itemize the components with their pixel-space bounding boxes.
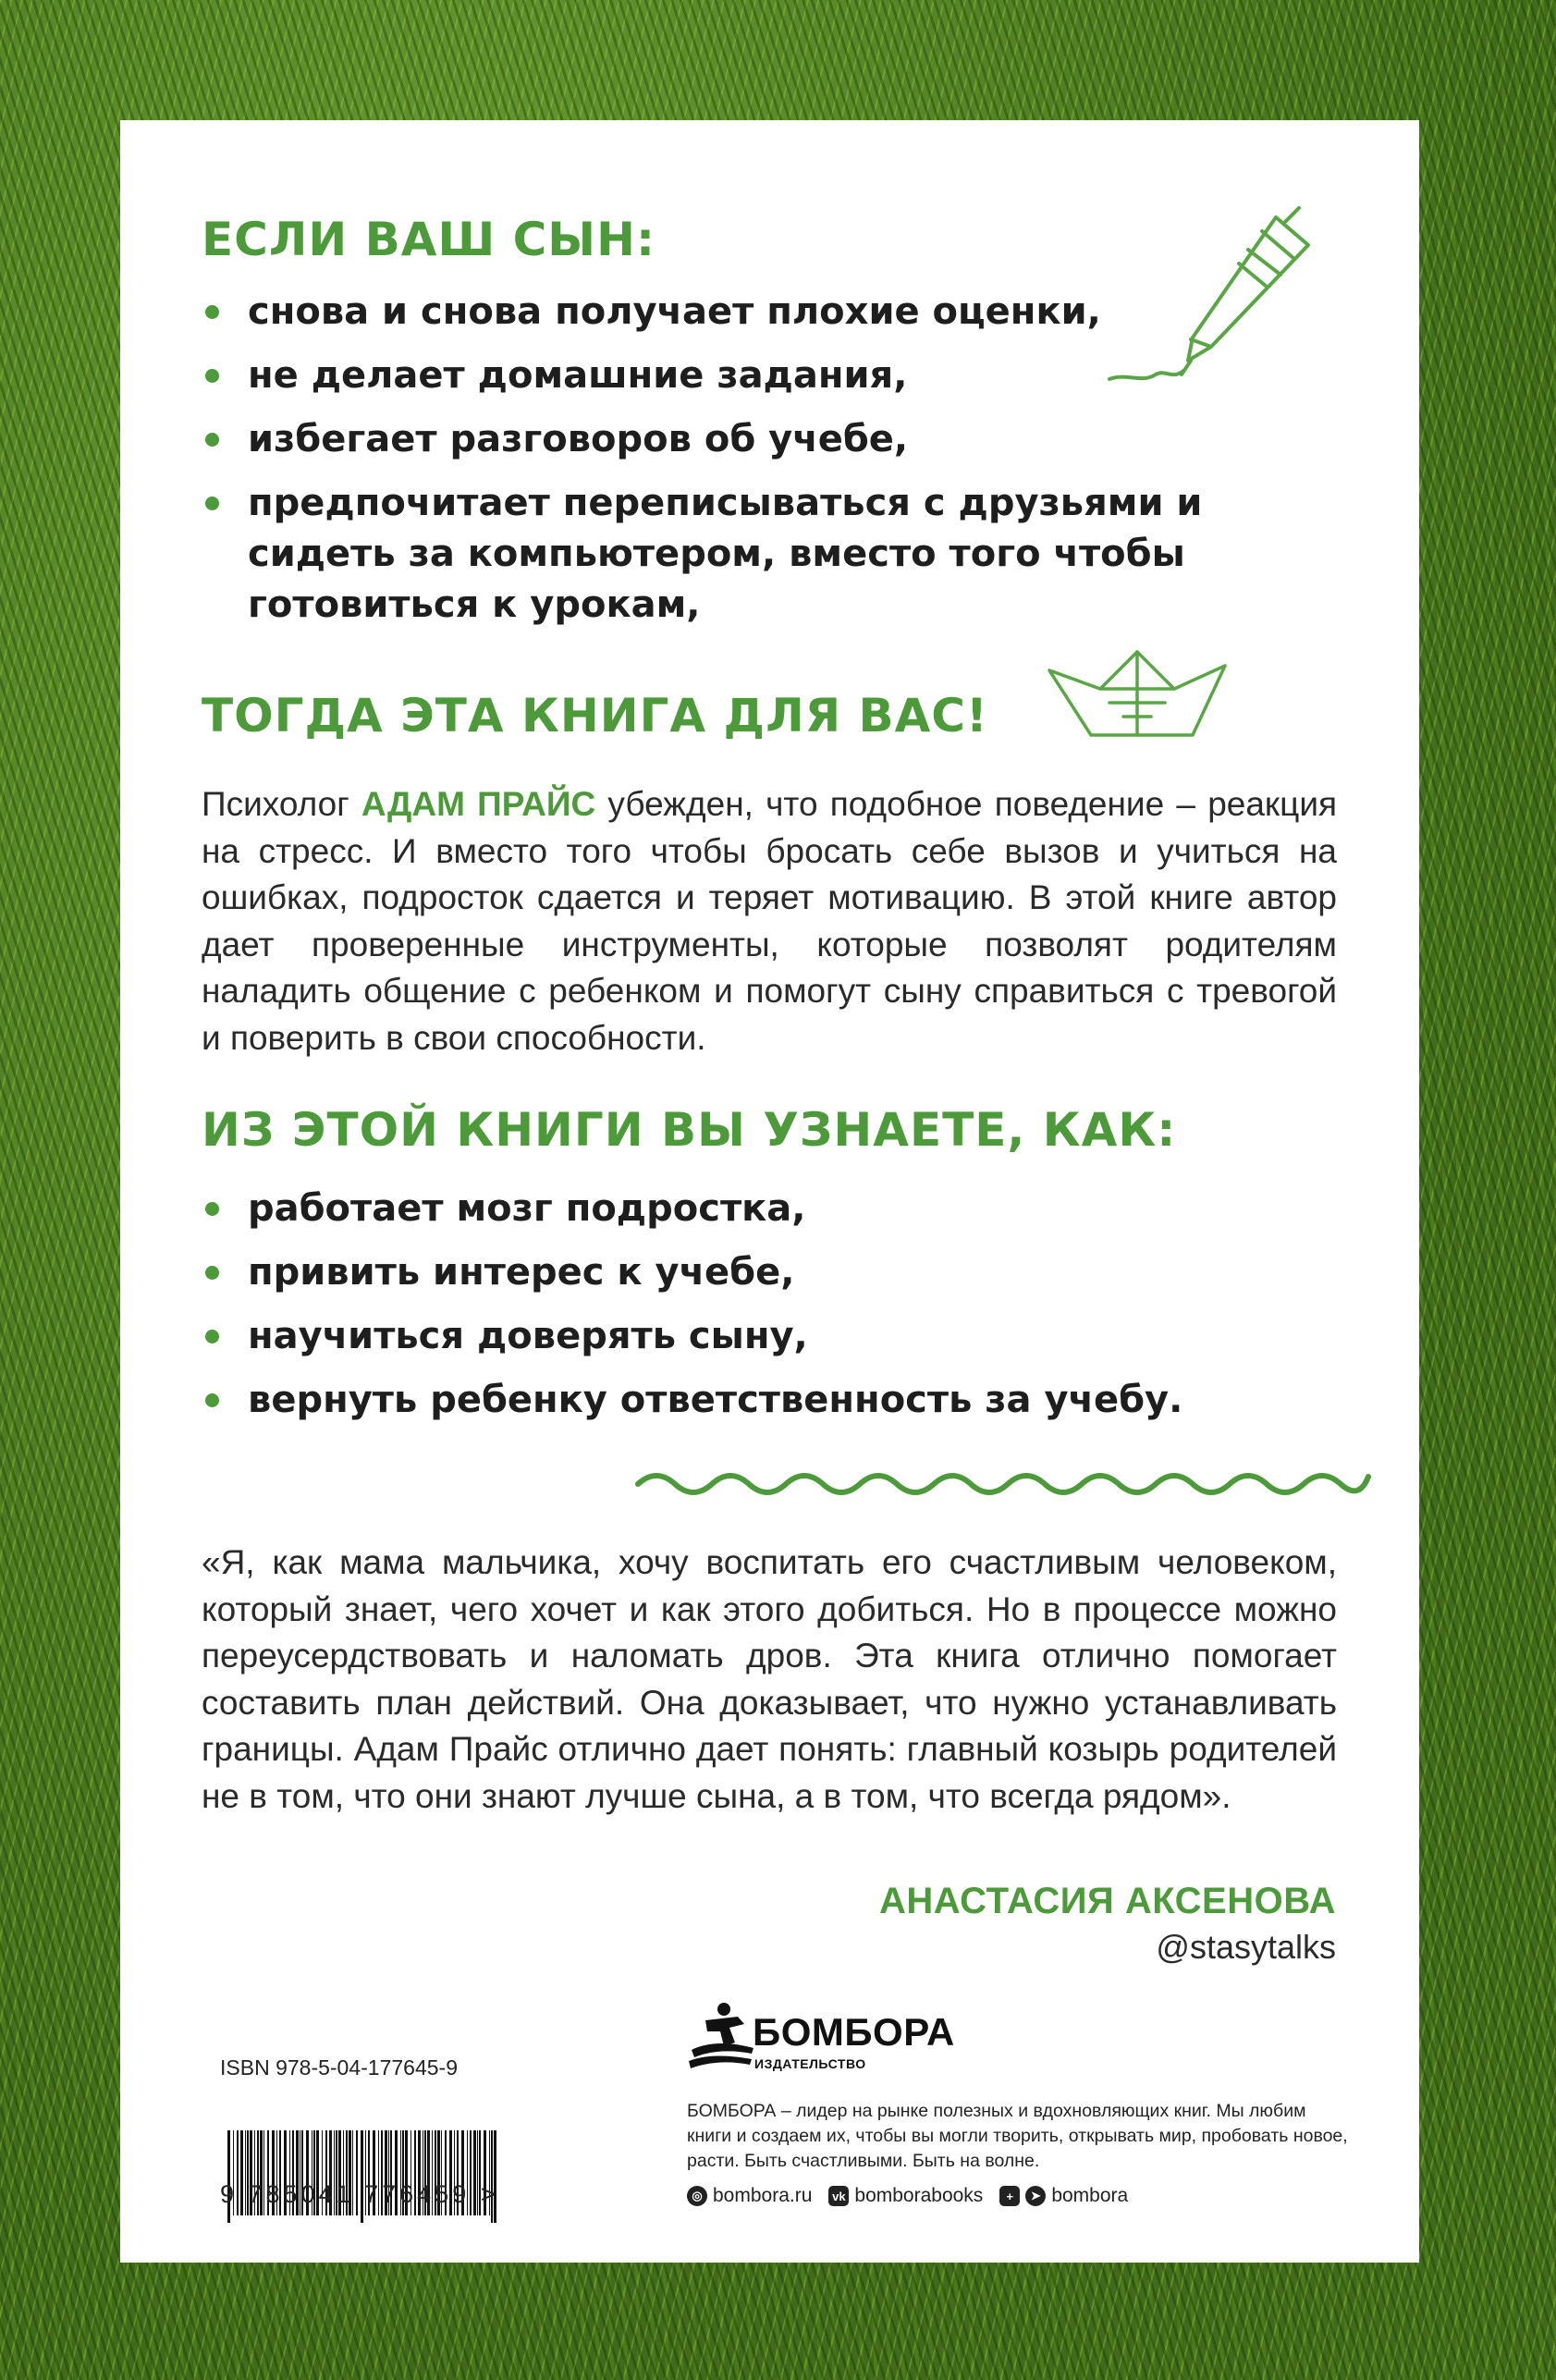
barcode-icon bbox=[220, 2084, 514, 2269]
bullet-dot-icon bbox=[205, 497, 219, 510]
social-telegram[interactable]: + ➤ bombora bbox=[999, 2185, 1128, 2207]
paper-boat-icon bbox=[1045, 647, 1230, 749]
bullet-dot-icon bbox=[205, 1202, 219, 1216]
barcode-digits: 9 785041 776459 > bbox=[220, 2180, 499, 2208]
list-item: избегает разговоров об учебе, bbox=[202, 414, 1293, 465]
testimonial-quote: «Я, как мама мальчика, хочу воспитать его счастливым человеком, который знает, чего хочет и как этого добиться. Но в процессе можно переусердствовать и наломать дров. Эта книга отлично помогает составить план действий. Она доказывает, что нужно устанавливать границы. Адам Прайс отлично дает понять: главный козырь родителей не в том, что они знают лучше сына, а в том, что всегда рядом». bbox=[202, 1543, 1337, 1815]
list-item: вернуть ребенку ответственность за учебу. bbox=[202, 1375, 1182, 1426]
testimonial-author: АНАСТАСИЯ АКСЕНОВА bbox=[879, 1881, 1336, 1921]
list-item: работает мозг подростка, bbox=[202, 1184, 1182, 1234]
bullet-dot-icon bbox=[205, 305, 219, 319]
barcode-bar bbox=[361, 2130, 363, 2223]
wavy-divider-icon bbox=[633, 1466, 1373, 1503]
book-back-cover bbox=[120, 120, 1419, 2263]
list-item: не делает домашние задания, bbox=[202, 350, 1293, 401]
pen-doodle-icon bbox=[1100, 199, 1322, 393]
publisher-description: БОМБОРА – лидер на рынке полезных и вдохновляющих книг. Мы любим книги и создаем их, чтобы вы могли творить, открывать мир, пробовать новое, расти. Быть счастливыми. Быть на волне. bbox=[687, 2101, 1348, 2171]
heading-if-your-son: ЕСЛИ ВАШ СЫН: bbox=[202, 213, 655, 266]
list-benefits bbox=[202, 1184, 1182, 1439]
vk-icon: vk bbox=[828, 2186, 849, 2206]
bullet-dot-icon bbox=[205, 433, 219, 447]
social-website[interactable]: ◎ bombora.ru bbox=[687, 2185, 812, 2207]
list-item: научиться доверять сыну, bbox=[202, 1311, 1182, 1362]
globe-icon: ◎ bbox=[687, 2186, 707, 2206]
social-vk[interactable]: vk bomborabooks bbox=[828, 2185, 983, 2207]
list-item: привить интерес к учебе, bbox=[202, 1247, 1182, 1298]
testimonial-handle: @stasytalks bbox=[1156, 1928, 1336, 1966]
bullet-dot-icon bbox=[205, 1266, 219, 1280]
list-item: предпочитает переписываться с друзьями и сидеть за компьютером, вместо того чтобы готовиться к урокам, bbox=[202, 478, 1293, 631]
barcode-bar bbox=[491, 2130, 493, 2223]
bullet-dot-icon bbox=[205, 1330, 219, 1343]
heading-you-will-learn: ИЗ ЭТОЙ КНИГИ ВЫ УЗНАЕТЕ, КАК: bbox=[202, 1103, 1177, 1157]
list-item: снова и снова получает плохие оценки, bbox=[202, 287, 1293, 337]
telegram-icon: ➤ bbox=[1025, 2186, 1046, 2206]
bombora-logo-icon bbox=[687, 2000, 756, 2074]
plus-icon: + bbox=[999, 2186, 1020, 2206]
publisher-name: БОМБОРА bbox=[753, 2010, 955, 2054]
publisher-subtitle: ИЗДАТЕЛЬСТВО bbox=[754, 2056, 866, 2071]
publisher-socials bbox=[687, 2185, 1128, 2207]
heading-book-for-you: ТОГДА ЭТА КНИГА ДЛЯ ВАС! bbox=[202, 689, 988, 742]
barcode-bar bbox=[227, 2130, 230, 2223]
bullet-dot-icon bbox=[205, 1393, 219, 1407]
isbn-label: ISBN 978-5-04-177645-9 bbox=[220, 2055, 458, 2079]
description-paragraph: Психолог АДАМ ПРАЙС убежден, что подобное поведение – реакция на стресс. И вместо того чтобы бросать себе вызов и учиться на ошибках, подросток сдается и теряет мотивацию. В этой книге автор дает проверенные инструменты, которые позволят родителям наладить общение с ребенком и помогут сыну справиться с тревогой и поверить в свои способности. bbox=[202, 785, 1338, 1057]
barcode-bar bbox=[494, 2130, 496, 2223]
bullet-dot-icon bbox=[205, 369, 219, 383]
author-highlight: АДАМ ПРАЙС bbox=[361, 785, 596, 823]
